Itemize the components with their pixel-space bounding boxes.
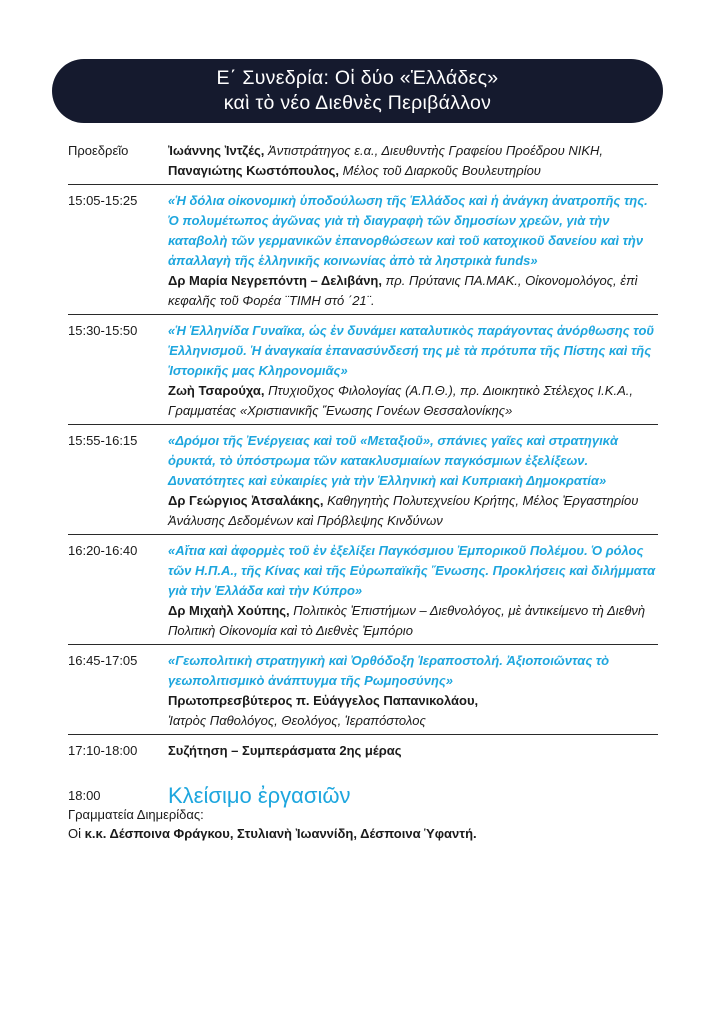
talk-title: «Δρόμοι τῆς Ἐνέργειας καὶ τοῦ «Μεταξιοῦ», σπάνιες γαῖες καὶ στρατηγικὰ ὀρυκτά, τὸ ὑπόστρωμα τῶν κατακλυσμιαίων παγκόσμιων ἐξελίξεων. Δυνατότητες καὶ εὐκαιρίες γιὰ τὴν Ἑλληνικὴ καὶ Κυπριακὴ Δημοκρατία» [168,433,619,488]
schedule-row-talk [68,191,658,315]
secretariat-prefix: Οἱ [68,826,85,841]
closing-time: 18:00 [68,788,101,803]
talk [168,191,658,311]
talk-title: «Αἴτια καὶ ἀφορμὲς τοῦ ἐν ἐξελίξει Παγκόσμιου Ἐμπορικοῦ Πολέμου. Ὁ ρόλος τῶν Η.Π.Α., τῆς Κίνας καὶ τῆς Εὐρωπαϊκῆς Ἕνωσης. Προκλήσεις καὶ διλήμματα γιὰ τὴν Ἑλλάδα καὶ τὴν Κύπρο» [168,543,656,598]
speaker-name: Πρωτοπρεσβύτερος π. Εὐάγγελος Παπανικολάου, [168,693,479,708]
talk [168,651,658,731]
speaker-affiliation: Πολιτικὸς Ἐπιστήμων – Διεθνολόγος, μὲ ἀντικείμενο τὴ Διεθνὴ Πολιτικὴ Οἰκονομία καὶ τὸ Διεθνὲς Ἐμπόριο [168,603,646,638]
speaker-name: Ζωὴ Τσαρούχα, [168,383,265,398]
chair-1 [168,141,658,161]
schedule-row-talk [68,541,658,645]
talk-title: «Ἡ Ἑλληνίδα Γυναῖκα, ὡς ἐν δυνάμει καταλυτικὸς παράγοντας ἀνόρθωσης τοῦ Ἑλληνισμοῦ. Ἡ ἀναγκαία ἐπανασύνδεσή της μὲ τὰ πρότυπα τῆς Πίστης καὶ τῆς Ἱστορικῆς μας Κληρονομιᾶς» [168,323,655,378]
talk [168,541,658,641]
chairs [168,141,658,181]
talk-time: 16:45-17:05 [68,653,138,668]
schedule-row-talk [68,431,658,535]
schedule-row-talk [68,651,658,735]
session-title-line-1: Ε΄ Συνεδρία: Οἱ δύο «Ἑλλάδες» [216,67,499,89]
chair-name: Ἰωάννης Ἰντζές, [168,143,265,158]
talk-time: 16:20-16:40 [68,543,138,558]
talk [168,431,658,531]
discussion-text: Συζήτηση – Συμπεράσματα 2ης μέρας [168,743,402,758]
closing-text: Κλείσιμο ἐργασιῶν [168,783,351,808]
speaker-name: Δρ Γεώργιος Ἀτσαλάκης, [168,493,324,508]
chair-affiliation: Ἀντιστράτηγος ε.α., Διευθυντὴς Γραφείου Προέδρου ΝΙΚΗ, [264,143,604,158]
talk-time: 15:05-15:25 [68,193,138,208]
schedule-row-chairs [68,141,658,185]
chair-affiliation: Μέλος τοῦ Διαρκοῦς Βουλευτηρίου [339,163,541,178]
talk-time: 15:55-16:15 [68,433,138,448]
secretariat-names: κ.κ. Δέσποινα Φράγκου, Στυλιανὴ Ἰωαννίδη, Δέσποινα Ὑφαντή. [84,826,477,841]
session-title-banner [52,59,663,123]
chair-2 [168,161,658,181]
talk [168,321,658,421]
session-title-line-2: καὶ τὸ νέο Διεθνὲς Περιβάλλον [223,92,492,114]
program-schedule [68,141,658,811]
discussion-time: 17:10-18:00 [68,743,138,758]
speaker-affiliation: Καθηγητὴς Πολυτεχνείου Κρήτης, Μέλος Ἐργαστηρίου Ἀνάλυσης Δεδομένων καὶ Πρόβλεψης Κινδύνων [168,493,639,528]
talk-title: «Γεωπολιτικὴ στρατηγικὴ καὶ Ὀρθόδοξη Ἱεραποστολή. Ἀξιοποιῶντας τὸ γεωπολιτισμικὸ ἀνάπτυγμα τῆς Ρωμηοσύνης» [168,653,610,688]
speaker-affiliation: πρ. Πρύτανις ΠΑ.ΜΑΚ., Οἰκονομολόγος, ἐπὶ κεφαλῆς τοῦ Φορέα ¨ΤΙΜΗ στό ΄21¨. [168,273,638,308]
schedule-row-talk [68,321,658,425]
secretariat-members [68,824,668,843]
row-label: Προεδρεῖο [68,143,129,158]
speaker-affiliation: Πτυχιοῦχος Φιλολογίας (Α.Π.Θ.), πρ. Διοικητικὸ Στέλεχος Ι.Κ.Α., Γραμματέας «Χριστιανικῆς Ἕνωσης Γονέων Θεσσαλονίκης» [168,383,633,418]
secretariat-label: Γραμματεία Διημερίδας: [68,807,204,822]
secretariat [68,805,668,843]
talk-title: «Ἡ δόλια οἰκονομικὴ ὑποδούλωση τῆς Ἑλλάδος καὶ ἡ ἀνάγκη ἀνατροπῆς της. Ὁ πολυμέτωπος ἀγῶνας γιὰ τὴ διαγραφὴ τῶν δημοσίων χρεῶν, γιὰ τὴν καταβολὴ τῶν γερμανικῶν ἐπανορθώσεων καὶ τοῦ κατοχικοῦ δανείου καὶ τὴν ἀπαλλαγὴ τῆς ἑλληνικῆς κοινωνίας ἀπὸ τὰ ληστρικὰ funds» [168,193,648,268]
chair-name: Παναγιώτης Κωστόπουλος, [168,163,340,178]
speaker-affiliation: Ἰατρὸς Παθολόγος, Θεολόγος, Ἱεραπόστολος [168,713,426,728]
speaker-name: Δρ Μαρία Νεγρεπόντη – Δελιβάνη, [168,273,382,288]
talk-time: 15:30-15:50 [68,323,138,338]
speaker-name: Δρ Μιχαὴλ Χούπης, [168,603,290,618]
schedule-row-discussion [68,741,658,761]
